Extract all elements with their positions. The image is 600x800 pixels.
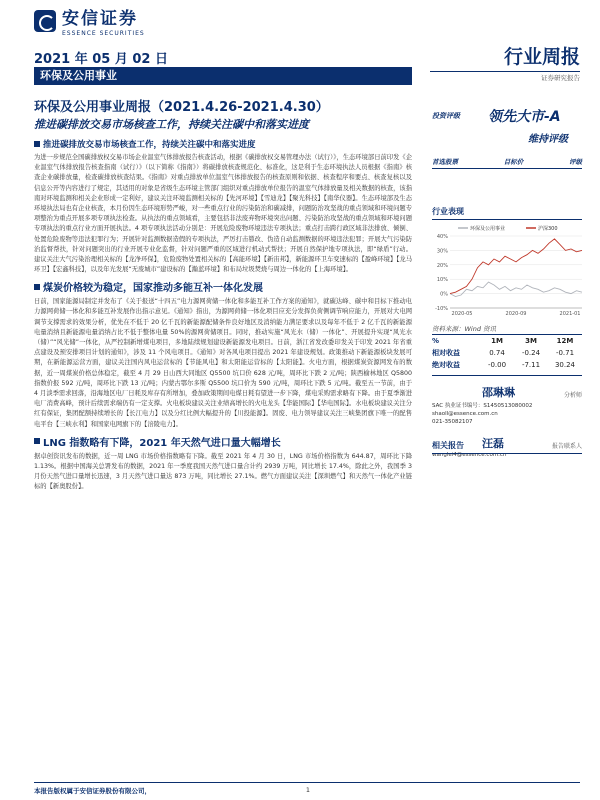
section-paragraph: 日前，国家能源局制定并发布了《关于报送“十四五”电力源网荷储一体化和多能互补工作方案的通知》，就碳达峰、碳中和目标下推动电力源网荷储一体化和多能互补发展作出指示意见。《通知》指出，为源网荷储一体化项目应充分发挥负荷侧调节响应能力，开展对大电网调节支撑需求的效果分析，优先在不低于 20 亿千瓦的新能源配储条件良好地区及消纳能力满足要求以及每年不低于 2 亿千瓦的新能源电量消纳且新能源电量消纳占比不低于整体电量 50%的源网荷储项目。同时，推动实施“风光水（储）一体化”、开展提升实现“风光水（储）”“风光储”一体化，从严控制新增煤电项目，多地陆续规划建设新能源发电项目。日前，浙江省发改委印发关于印发 2021 年省重点建设及预安排项目计划的通知》，涉及 11 个风电项目。《通知》对各风电项目提出 2021 年建设规划。政策推动下新能源板块发展可期，在新能源运营方面，建议关注国内风电运营标的【节能风电】和太阳能运营标的【太阳能】。火电方面，根据煤炭资源网发布的数据，近一周煤炭价格总体稳定，截至 4 月 29 日山西大同地区 Q5500 坑口价 628 元/吨，周环比下跌 2 元/吨；陕西榆林地区 Q5800 指数价报 592 元/吨，周环比下跌 13 元/吨；内蒙古鄂尔多斯 Q5500 坑口价为 590 元/吨，周环比下跌 5 元/吨。截至五一节前，由于 4 月淡季需求回落，沿海地区电厂日耗及库存有所增加，叠加政策期间电煤日耗有望进一步下降，煤电采购需求略有下降。由于夏季渐进电厂消费高峰，预计后续需求端仍有一定支撑。火电板块建议关注业绩高增长的火电龙头【华能国际】【华电国际】。水电板块建议关注分红有保证，集团配额持续增长的【长江电力】以及分红比例大幅提升的【川投能源】。固废、电力领导建议关注三峡集团旗下唯一的配售电平台【三峡水利】和国家电网旗下的【涪陵电力】。 bbox=[34, 298, 412, 428]
company-logo bbox=[34, 4, 145, 37]
table-cell: -0.24 bbox=[521, 349, 541, 357]
table-header-row bbox=[432, 335, 582, 347]
report-dept: 证券研究报告 bbox=[541, 74, 580, 82]
section-heading-text: 推进碳排放交易市场核查工作，持续关注碳中和落实进度 bbox=[43, 140, 256, 150]
square-bullet-icon bbox=[34, 141, 40, 147]
series-line-0 bbox=[450, 282, 582, 296]
section-heading bbox=[34, 138, 412, 150]
table-header-cell: 1M bbox=[491, 337, 503, 345]
sector-bar: 环保及公用事业 bbox=[34, 67, 412, 85]
footer-copyright: 本报告版权属于安信证券股份有限公司， bbox=[34, 787, 151, 795]
y-tick-label: 30% bbox=[436, 248, 448, 255]
logo-mark-icon bbox=[34, 10, 56, 32]
page-subtitle: 推进碳排放交易市场核查工作，持续关注碳中和落实进度 bbox=[34, 118, 309, 131]
stock-col-target: 目标价 bbox=[503, 158, 524, 166]
report-body bbox=[34, 138, 412, 492]
analyst-email[interactable]: shaoll@essence.com.cn bbox=[432, 411, 498, 417]
section-heading-text: LNG 指数略有下降，2021 年天然气进口量大幅增长 bbox=[43, 437, 281, 449]
rating-action: 维持评级 bbox=[528, 134, 568, 145]
logo-subtitle: ESSENCE SECURITIES bbox=[62, 30, 145, 37]
section-paragraph: 为进一步规范全国碳排放权交易市场企业温室气体排放报告核查活动，根据《碳排放权交易管理办法（试行）》，生态环境部日前印发《企业温室气体排放报告核查指南（试行）》（以下简称《指南》）将碳排放核查规范化、标准化，这是利于生态环境执法人员根据《指南》核查企业碳排放量，检查碳排放核查结果。《指南》对重点排放单位温室气体排放报告的核查原则和依据、核查程序和要点、核查复核以及信息公开等内容进行了规定，其适用的对象是省级生态环境主管部门组织对重点排放单位报告的温室气体排放量及相关数据的核查，该指南对环境监测和相关企业形成一定利好，建议关注环境监测相关标的【先河环境】【雪迪龙】【聚光科技】【南华仪器】。生态环境部及生态环境执法局也有企业核查，本月份因生态环境形势严峻，对一些重点行业的污染防治和碳减排，问题防治攻坚战的重点领域和环境问题专项整治为重点开展多项专项执法检查。从执法的重点领域看，主要包括非法废弃物环境突出问题、污染防治攻坚战的重点领域和环境问题专项执法的重点行业方面开展执法。4 项专项执法活动分别是：开展危险废物环境违法专项执法；重点打击跨行政区域非法排放、倾倒、处置危险废物等违法犯罪行为；开展针对监测数据造假的专项执法，严厉打击篡改、伪造自动监测数据的环境违法犯罪；开展大气污染防治监督帮扶，针对问题突出的行业开展专业化监督，针对问题严重的区域进行机动式帮扶；开展自然保护地专项执法，即“绿盾”行动。建议关注大气污染治理相关标的【龙净环保】，危险废物处置相关标的【高能环境】【新宙邦】，新能源环卫车变速标的【盈峰环境】【龙马环卫】【宏鑫科技】，以及年光发展“无废城市”建设标的【瀚蓝环境】和布局垃圾焚烧与周边一体化的【上海环境】。 bbox=[34, 154, 412, 274]
x-tick-label: 2021-01 bbox=[559, 311, 581, 317]
table-cell: 0.74 bbox=[489, 349, 505, 357]
section-heading-text: 煤炭价格较为稳定，国家推动多能互补一体化发展 bbox=[43, 283, 263, 295]
y-tick-label: 10% bbox=[436, 277, 448, 284]
page-footer bbox=[34, 782, 580, 795]
table-header-cell: 12M bbox=[556, 337, 574, 345]
contact-name: 汪磊 bbox=[482, 437, 504, 450]
page-title: 环保及公用事业周报（2021.4.26-2021.4.30） bbox=[34, 100, 329, 115]
y-tick-label: 40% bbox=[436, 234, 448, 240]
table-cell-label: 绝对收益 bbox=[432, 361, 460, 369]
legend-label: 环保及公用事业 bbox=[470, 226, 506, 232]
square-bullet-icon bbox=[34, 284, 40, 290]
chart-source: 资料来源：Wind 资讯 bbox=[432, 325, 497, 333]
contact-role: 报告联系人 bbox=[551, 443, 582, 450]
stock-col-name: 首选股票 bbox=[432, 158, 458, 166]
performance-table bbox=[432, 334, 582, 371]
square-bullet-icon bbox=[34, 438, 40, 444]
chart-title: 行业表现 bbox=[432, 206, 582, 220]
table-header-cell: % bbox=[432, 337, 440, 345]
contact-email[interactable]: wanglei4@essence.com.cn bbox=[432, 452, 507, 458]
table-row bbox=[432, 359, 582, 371]
table-header-cell: 3M bbox=[525, 337, 537, 345]
stock-table-header bbox=[432, 157, 582, 169]
x-tick-label: 2020-05 bbox=[451, 311, 473, 317]
report-date: 2021 年 05 月 02 日 bbox=[34, 52, 168, 67]
page-number: 1 bbox=[305, 786, 310, 794]
performance-chart bbox=[428, 222, 586, 322]
section-heading bbox=[34, 279, 412, 294]
table-cell: -0.00 bbox=[487, 361, 507, 369]
legend-label: 沪深300 bbox=[538, 226, 558, 232]
rating-value: 领先大市-A bbox=[488, 109, 561, 125]
analyst-name: 邵琳琳 bbox=[482, 386, 515, 399]
report-type: 行业周报 bbox=[430, 42, 580, 72]
analyst-phone: 021-35082107 bbox=[432, 419, 473, 425]
section-heading bbox=[34, 434, 412, 449]
table-row bbox=[432, 347, 582, 359]
table-cell-label: 相对收益 bbox=[432, 349, 460, 357]
rating-label: 投资评级 bbox=[432, 112, 460, 120]
stock-col-rating: 评级 bbox=[569, 158, 582, 166]
analyst-license: SAC 执业证书编号：S1450513080002 bbox=[432, 403, 533, 409]
section-paragraph: 据卓创资讯发布的数据，近一周 LNG 市场价格指数略有下降。截至 2021 年 4 月 30 日，LNG 市场价格指数为 644.87，周环比下降 1.13%。根据中国海关总署发布的数据，2021 年一季度我国天然气进口量合计约 2939 万吨，同比增长 17.4%，除此之外，我国季 3 月份天然气进口量增长迅速，3 月天然气进口量达 873 万吨，同比增长 27.1%。燃气方面建议关注【深圳燃气】和天然气一体化产业链标的【新奥股份】。 bbox=[34, 452, 412, 491]
related-reports-title: 相关报告 bbox=[432, 440, 582, 454]
table-cell: -0.71 bbox=[555, 349, 575, 357]
x-tick-label: 2020-09 bbox=[505, 311, 527, 317]
y-tick-label: 0% bbox=[440, 291, 448, 298]
analyst-role: 分析师 bbox=[563, 392, 582, 399]
logo-name: 安信证券 bbox=[62, 9, 138, 29]
y-tick-label: -10% bbox=[435, 306, 448, 312]
y-tick-label: 20% bbox=[436, 262, 448, 269]
table-cell: 30.24 bbox=[554, 361, 576, 369]
table-cell: -7.11 bbox=[521, 361, 541, 369]
series-line-1 bbox=[450, 239, 582, 294]
